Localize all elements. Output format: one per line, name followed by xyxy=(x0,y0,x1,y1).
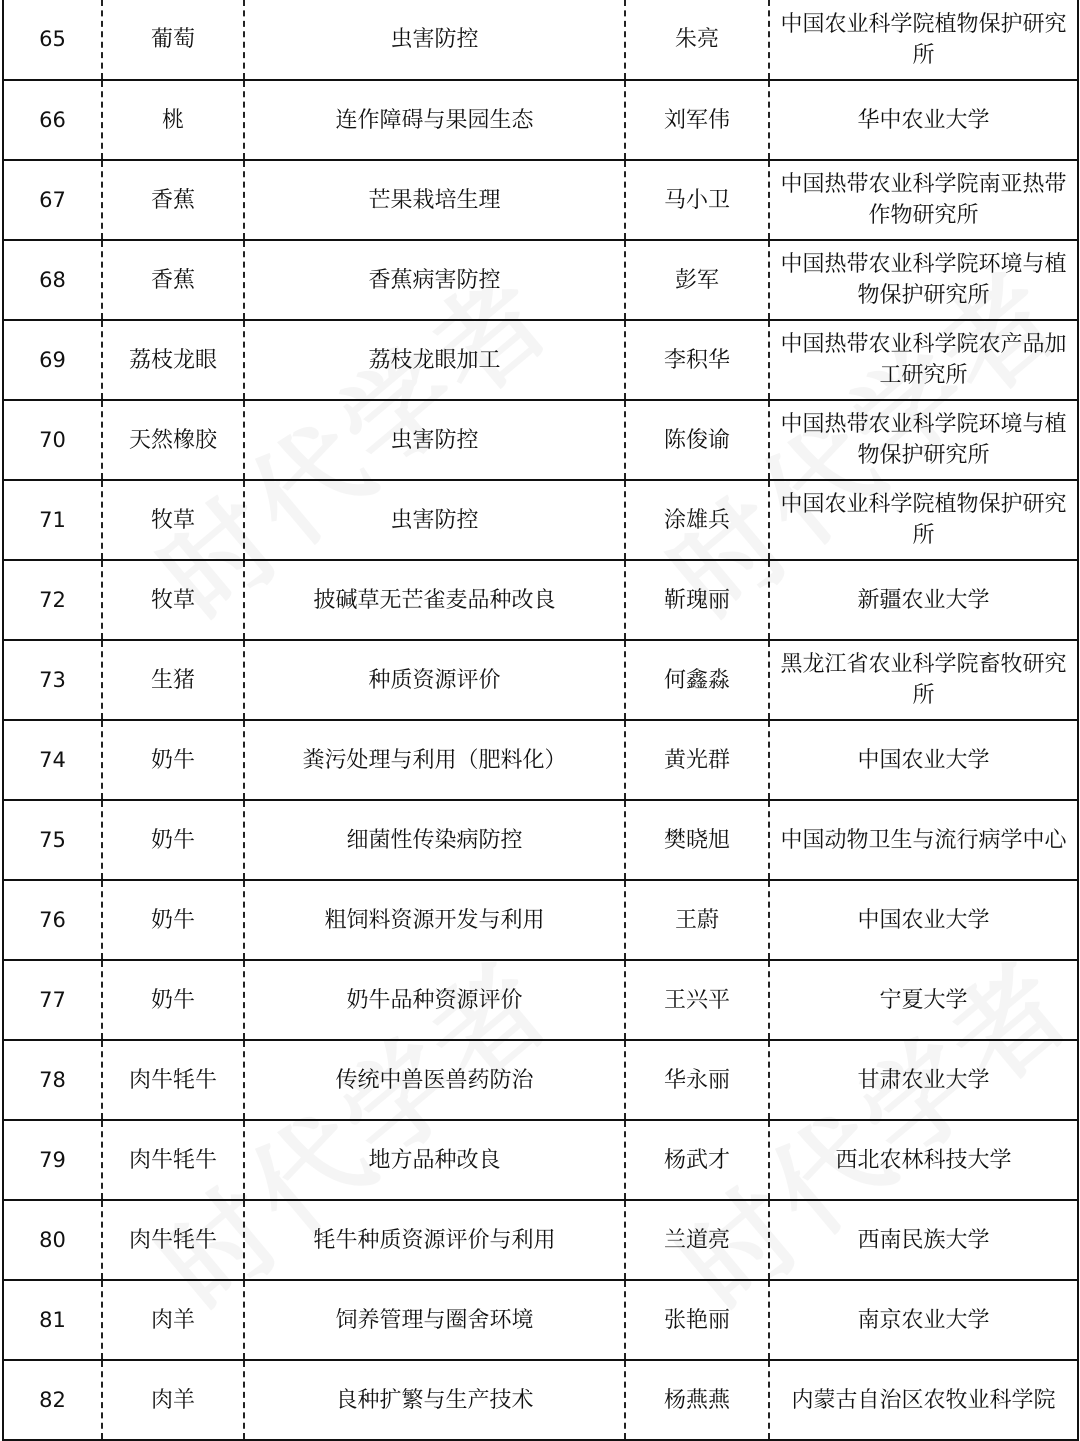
table-row xyxy=(3,1360,1078,1440)
table-row xyxy=(3,1120,1078,1200)
research-task-cell: 荔枝龙眼加工 xyxy=(244,320,625,400)
expert-name-cell: 马小卫 xyxy=(625,160,769,240)
research-task-cell: 披碱草无芒雀麦品种改良 xyxy=(244,560,625,640)
table-row xyxy=(3,1280,1078,1360)
institution-cell: 新疆农业大学 xyxy=(769,560,1078,640)
row-number-cell: 74 xyxy=(3,720,102,800)
crop-cell: 肉牛牦牛 xyxy=(102,1200,244,1280)
institution-cell: 中国热带农业科学院环境与植物保护研究所 xyxy=(769,400,1078,480)
research-task-cell: 细菌性传染病防控 xyxy=(244,800,625,880)
crop-cell: 奶牛 xyxy=(102,880,244,960)
research-task-cell: 虫害防控 xyxy=(244,0,625,80)
table-body xyxy=(3,0,1078,1440)
table-row xyxy=(3,560,1078,640)
research-task-cell: 良种扩繁与生产技术 xyxy=(244,1360,625,1440)
table-row xyxy=(3,0,1078,80)
expert-name-cell: 杨燕燕 xyxy=(625,1360,769,1440)
table-row xyxy=(3,160,1078,240)
row-number-cell: 81 xyxy=(3,1280,102,1360)
crop-cell: 荔枝龙眼 xyxy=(102,320,244,400)
institution-cell: 中国热带农业科学院环境与植物保护研究所 xyxy=(769,240,1078,320)
crop-cell: 香蕉 xyxy=(102,160,244,240)
research-task-cell: 牦牛种质资源评价与利用 xyxy=(244,1200,625,1280)
research-task-cell: 连作障碍与果园生态 xyxy=(244,80,625,160)
crop-cell: 牧草 xyxy=(102,480,244,560)
crop-cell: 肉牛牦牛 xyxy=(102,1040,244,1120)
expert-name-cell: 王兴平 xyxy=(625,960,769,1040)
crop-cell: 肉羊 xyxy=(102,1360,244,1440)
expert-name-cell: 王蔚 xyxy=(625,880,769,960)
expert-name-cell: 张艳丽 xyxy=(625,1280,769,1360)
research-task-cell: 虫害防控 xyxy=(244,480,625,560)
expert-table xyxy=(2,0,1079,1441)
row-number-cell: 77 xyxy=(3,960,102,1040)
row-number-cell: 76 xyxy=(3,880,102,960)
row-number-cell: 67 xyxy=(3,160,102,240)
table-row xyxy=(3,1040,1078,1120)
expert-name-cell: 陈俊谕 xyxy=(625,400,769,480)
crop-cell: 肉羊 xyxy=(102,1280,244,1360)
crop-cell: 奶牛 xyxy=(102,960,244,1040)
row-number-cell: 71 xyxy=(3,480,102,560)
institution-cell: 中国农业科学院植物保护研究所 xyxy=(769,480,1078,560)
table-row xyxy=(3,720,1078,800)
crop-cell: 桃 xyxy=(102,80,244,160)
institution-cell: 中国农业大学 xyxy=(769,880,1078,960)
crop-cell: 奶牛 xyxy=(102,800,244,880)
crop-cell: 肉牛牦牛 xyxy=(102,1120,244,1200)
research-task-cell: 饲养管理与圈舍环境 xyxy=(244,1280,625,1360)
table-row xyxy=(3,800,1078,880)
row-number-cell: 73 xyxy=(3,640,102,720)
crop-cell: 牧草 xyxy=(102,560,244,640)
table-row xyxy=(3,1200,1078,1280)
expert-name-cell: 樊晓旭 xyxy=(625,800,769,880)
crop-cell: 生猪 xyxy=(102,640,244,720)
table-row xyxy=(3,80,1078,160)
institution-cell: 西北农林科技大学 xyxy=(769,1120,1078,1200)
crop-cell: 天然橡胶 xyxy=(102,400,244,480)
research-task-cell: 芒果栽培生理 xyxy=(244,160,625,240)
row-number-cell: 75 xyxy=(3,800,102,880)
expert-name-cell: 何鑫淼 xyxy=(625,640,769,720)
research-task-cell: 粪污处理与利用（肥料化） xyxy=(244,720,625,800)
expert-name-cell: 李积华 xyxy=(625,320,769,400)
row-number-cell: 78 xyxy=(3,1040,102,1120)
row-number-cell: 65 xyxy=(3,0,102,80)
row-number-cell: 68 xyxy=(3,240,102,320)
institution-cell: 内蒙古自治区农牧业科学院 xyxy=(769,1360,1078,1440)
row-number-cell: 69 xyxy=(3,320,102,400)
research-task-cell: 奶牛品种资源评价 xyxy=(244,960,625,1040)
table-row xyxy=(3,880,1078,960)
expert-table-container xyxy=(2,0,1077,1437)
research-task-cell: 传统中兽医兽药防治 xyxy=(244,1040,625,1120)
row-number-cell: 80 xyxy=(3,1200,102,1280)
research-task-cell: 种质资源评价 xyxy=(244,640,625,720)
expert-name-cell: 兰道亮 xyxy=(625,1200,769,1280)
research-task-cell: 香蕉病害防控 xyxy=(244,240,625,320)
institution-cell: 中国动物卫生与流行病学中心 xyxy=(769,800,1078,880)
institution-cell: 华中农业大学 xyxy=(769,80,1078,160)
table-row xyxy=(3,240,1078,320)
expert-name-cell: 彭军 xyxy=(625,240,769,320)
institution-cell: 南京农业大学 xyxy=(769,1280,1078,1360)
institution-cell: 宁夏大学 xyxy=(769,960,1078,1040)
institution-cell: 中国热带农业科学院南亚热带作物研究所 xyxy=(769,160,1078,240)
institution-cell: 中国热带农业科学院农产品加工研究所 xyxy=(769,320,1078,400)
row-number-cell: 82 xyxy=(3,1360,102,1440)
crop-cell: 葡萄 xyxy=(102,0,244,80)
expert-name-cell: 刘军伟 xyxy=(625,80,769,160)
table-row xyxy=(3,960,1078,1040)
research-task-cell: 地方品种改良 xyxy=(244,1120,625,1200)
expert-name-cell: 杨武才 xyxy=(625,1120,769,1200)
institution-cell: 中国农业大学 xyxy=(769,720,1078,800)
table-row xyxy=(3,480,1078,560)
research-task-cell: 粗饲料资源开发与利用 xyxy=(244,880,625,960)
expert-name-cell: 黄光群 xyxy=(625,720,769,800)
crop-cell: 香蕉 xyxy=(102,240,244,320)
table-row xyxy=(3,320,1078,400)
row-number-cell: 72 xyxy=(3,560,102,640)
institution-cell: 西南民族大学 xyxy=(769,1200,1078,1280)
expert-name-cell: 朱亮 xyxy=(625,0,769,80)
crop-cell: 奶牛 xyxy=(102,720,244,800)
table-row xyxy=(3,640,1078,720)
row-number-cell: 66 xyxy=(3,80,102,160)
row-number-cell: 79 xyxy=(3,1120,102,1200)
research-task-cell: 虫害防控 xyxy=(244,400,625,480)
expert-name-cell: 靳瑰丽 xyxy=(625,560,769,640)
institution-cell: 黑龙江省农业科学院畜牧研究所 xyxy=(769,640,1078,720)
institution-cell: 中国农业科学院植物保护研究所 xyxy=(769,0,1078,80)
table-row xyxy=(3,400,1078,480)
expert-name-cell: 华永丽 xyxy=(625,1040,769,1120)
institution-cell: 甘肃农业大学 xyxy=(769,1040,1078,1120)
expert-name-cell: 涂雄兵 xyxy=(625,480,769,560)
row-number-cell: 70 xyxy=(3,400,102,480)
